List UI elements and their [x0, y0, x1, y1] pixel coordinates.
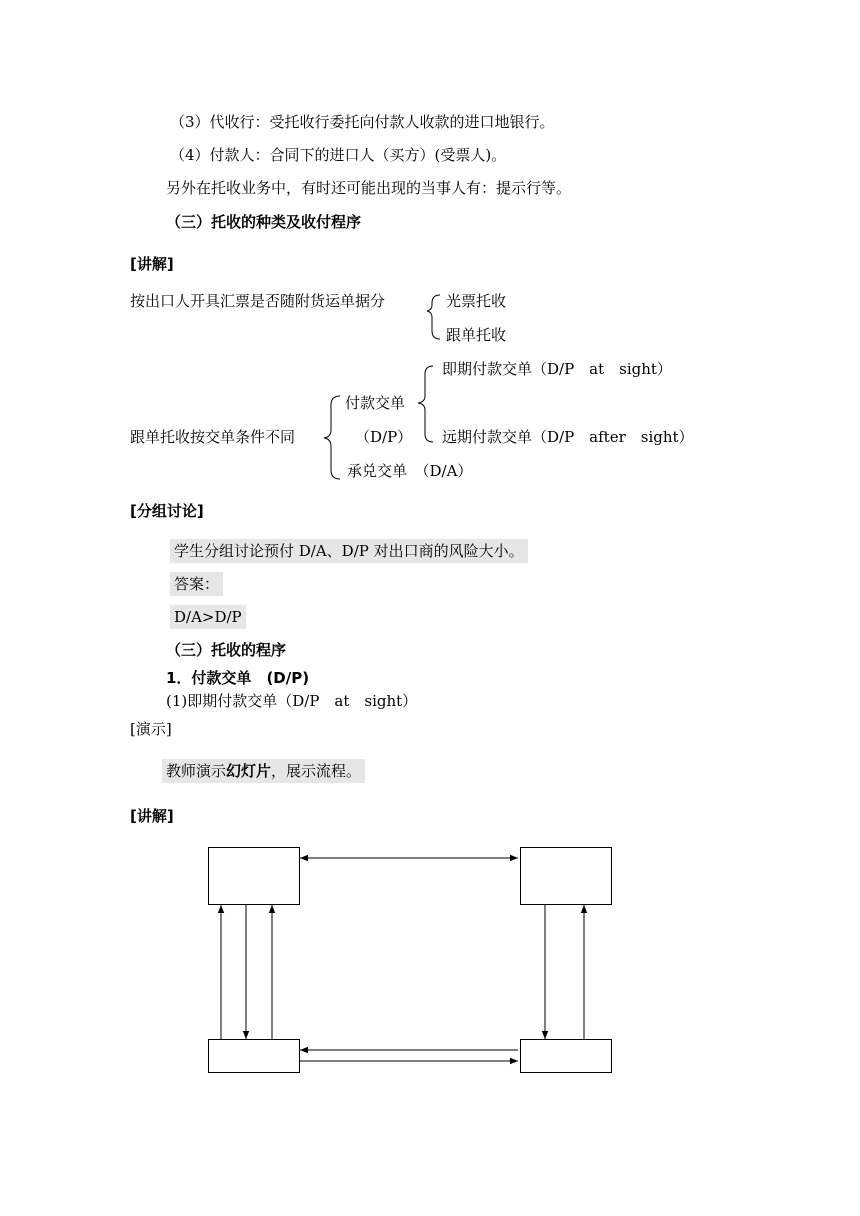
classification2-dp-sight: 即期付款交单（D/P at sight）	[442, 360, 672, 378]
flow-box-top-right	[520, 847, 612, 905]
line-collecting-bank: （3）代收行：受托收行委托向付款人收款的进口地银行。	[170, 113, 555, 131]
line-payer: （4）付款人：合同下的进口人（买方）(受票人)。	[170, 146, 507, 164]
classification2-lead: 跟单托收按交单条件不同	[130, 428, 296, 446]
classification1-item-documentary: 跟单托收	[446, 326, 507, 344]
tag-explain-2: [讲解]	[130, 807, 174, 825]
classification1-lead: 按出口人开具汇票是否随附货运单据分	[130, 292, 386, 310]
procedure-sub1a: (1)即期付款交单（D/P at sight）	[166, 692, 418, 710]
line-other-parties: 另外在托收业务中，有时还可能出现的当事人有：提示行等。	[166, 179, 572, 197]
discussion-question: 学生分组讨论预付 D/A、D/P 对出口商的风险大小。	[170, 539, 528, 563]
demo-text-before: 教师演示	[166, 762, 227, 780]
tag-demo: [演示]	[130, 720, 172, 738]
discussion-answer-label: 答案：	[170, 572, 223, 596]
demo-text-after: ，展示流程。	[271, 762, 362, 780]
flow-box-bottom-right	[520, 1039, 612, 1073]
section-title-types: （三）托收的种类及收付程序	[166, 213, 362, 231]
procedure-sub1: 1．付款交单 (D/P)	[166, 669, 310, 687]
discussion-answer: D/A>D/P	[170, 605, 246, 629]
tag-discussion: [分组讨论]	[130, 502, 204, 520]
demo-text-bold: 幻灯片	[226, 762, 272, 780]
classification1-item-clean: 光票托收	[446, 292, 507, 310]
flow-box-bottom-left	[208, 1039, 300, 1073]
flow-box-top-left	[208, 847, 300, 905]
procedure-title: （三）托收的程序	[166, 641, 287, 659]
classification2-dp-label: 付款交单	[345, 394, 406, 412]
classification2-dp-abbr: （D/P）	[355, 428, 413, 446]
classification2-dp-after: 远期付款交单（D/P after sight）	[442, 428, 694, 446]
classification2-da-label: 承兑交单 （D/A）	[347, 462, 473, 480]
tag-explain: [讲解]	[130, 255, 174, 273]
